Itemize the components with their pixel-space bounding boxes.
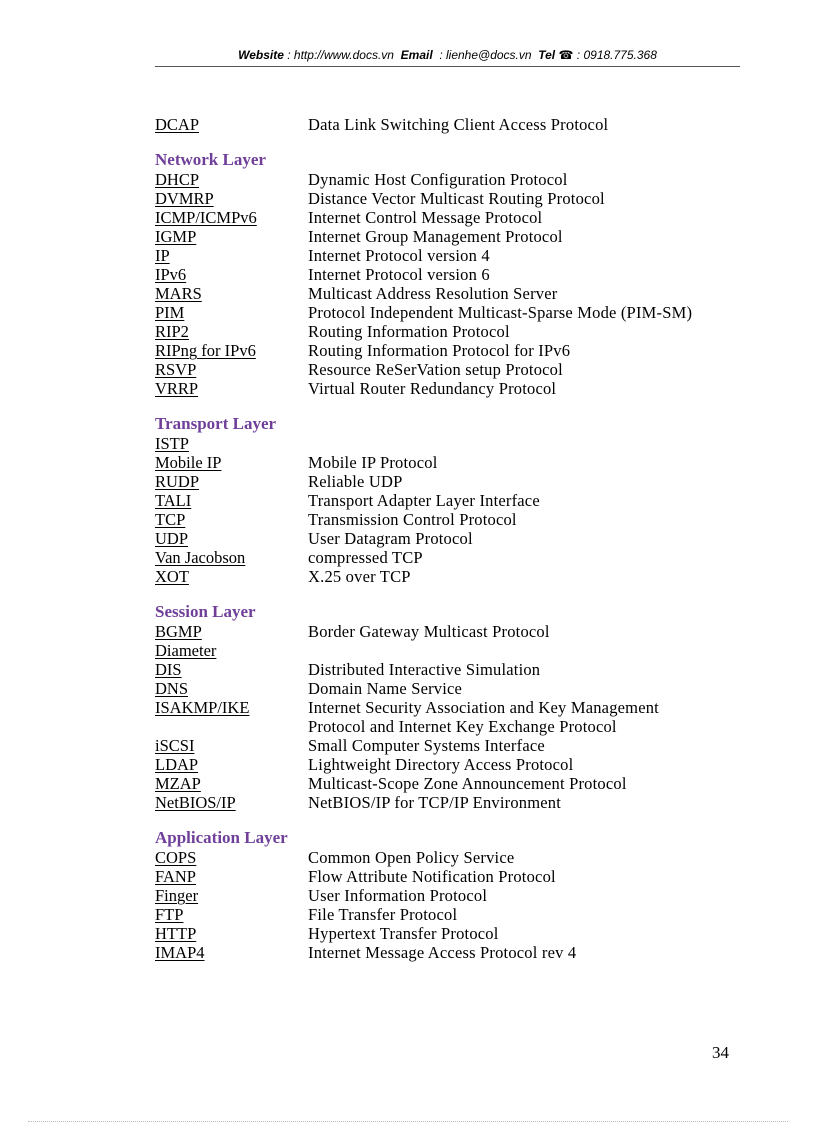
protocol-row bbox=[155, 434, 715, 453]
protocol-row bbox=[155, 453, 715, 472]
protocol-abbr[interactable]: MZAP bbox=[155, 774, 201, 793]
protocol-name: Domain Name Service bbox=[308, 679, 463, 698]
protocol-abbr[interactable]: XOT bbox=[155, 567, 189, 586]
tel-label: Tel bbox=[538, 48, 556, 62]
protocol-row bbox=[155, 227, 715, 246]
protocol-name: Routing Information Protocol for IPv6 bbox=[308, 341, 571, 360]
protocol-name: Data Link Switching Client Access Protocol bbox=[308, 115, 609, 134]
protocol-abbr[interactable]: DCAP bbox=[155, 115, 200, 134]
protocol-name: Mobile IP Protocol bbox=[308, 453, 438, 472]
protocol-abbr[interactable]: NetBIOS/IP bbox=[155, 793, 236, 812]
protocol-row bbox=[155, 755, 715, 774]
protocol-row bbox=[155, 679, 715, 698]
protocol-row bbox=[155, 886, 715, 905]
protocol-row bbox=[155, 189, 715, 208]
protocol-name: Virtual Router Redundancy Protocol bbox=[308, 379, 557, 398]
protocol-abbr[interactable]: IMAP4 bbox=[155, 943, 205, 962]
protocol-row bbox=[155, 303, 715, 322]
protocol-name: Routing Information Protocol bbox=[308, 322, 510, 341]
protocol-name: Distance Vector Multicast Routing Protocol bbox=[308, 189, 605, 208]
protocol-row bbox=[155, 491, 715, 510]
protocol-abbr[interactable]: PIM bbox=[155, 303, 185, 322]
layer-section bbox=[155, 602, 715, 812]
protocol-row bbox=[155, 284, 715, 303]
protocol-abbr[interactable]: TCP bbox=[155, 510, 186, 529]
protocol-abbr[interactable]: IPv6 bbox=[155, 265, 187, 284]
protocol-abbr[interactable]: LDAP bbox=[155, 755, 199, 774]
protocol-abbr[interactable]: Van Jacobson bbox=[155, 548, 246, 567]
tel-value: 0918.775.368 bbox=[583, 48, 657, 62]
website-label: Website bbox=[238, 48, 284, 62]
protocol-abbr[interactable]: RSVP bbox=[155, 360, 197, 379]
section-title: Session Layer bbox=[155, 602, 256, 621]
protocol-abbr[interactable]: RUDP bbox=[155, 472, 200, 491]
protocol-abbr[interactable]: VRRP bbox=[155, 379, 199, 398]
protocol-name: Multicast-Scope Zone Announcement Protocol bbox=[308, 774, 627, 793]
protocol-abbr[interactable]: Mobile IP bbox=[155, 453, 222, 472]
layer-section bbox=[155, 150, 715, 398]
protocol-abbr[interactable]: UDP bbox=[155, 529, 189, 548]
header-divider bbox=[155, 66, 740, 67]
protocol-row bbox=[155, 529, 715, 548]
protocol-name: Reliable UDP bbox=[308, 472, 403, 491]
footer-divider bbox=[28, 1121, 788, 1122]
protocol-name: Internet Protocol version 6 bbox=[308, 265, 490, 284]
protocol-name: Internet Security Association and Key Management Protocol and Internet Key Exchange Protocol bbox=[308, 698, 659, 736]
protocol-row bbox=[155, 943, 715, 962]
protocol-name: Multicast Address Resolution Server bbox=[308, 284, 558, 303]
protocol-abbr[interactable]: BGMP bbox=[155, 622, 202, 641]
protocol-row bbox=[155, 848, 715, 867]
protocol-name: Border Gateway Multicast Protocol bbox=[308, 622, 550, 641]
protocol-row bbox=[155, 170, 715, 189]
protocol-abbr[interactable]: COPS bbox=[155, 848, 197, 867]
protocol-abbr[interactable]: ICMP/ICMPv6 bbox=[155, 208, 257, 227]
page-number: 34 bbox=[712, 1043, 729, 1062]
protocol-row bbox=[155, 567, 715, 586]
page-header: Website : http://www.docs.vn Email : lienhe@docs.vn Tel ☎ : 0918.775.368 bbox=[238, 48, 657, 62]
protocol-abbr[interactable]: IP bbox=[155, 246, 170, 265]
protocol-abbr[interactable]: ISAKMP/IKE bbox=[155, 698, 250, 717]
protocol-name: User Information Protocol bbox=[308, 886, 488, 905]
protocol-name: Flow Attribute Notification Protocol bbox=[308, 867, 556, 886]
protocol-row bbox=[155, 548, 715, 567]
email-value[interactable]: lienhe@docs.vn bbox=[446, 48, 532, 62]
protocol-name: Dynamic Host Configuration Protocol bbox=[308, 170, 568, 189]
protocol-abbr[interactable]: ISTP bbox=[155, 434, 189, 453]
protocol-abbr[interactable]: DVMRP bbox=[155, 189, 214, 208]
protocol-abbr[interactable]: MARS bbox=[155, 284, 202, 303]
layer-section bbox=[155, 414, 715, 586]
protocol-row bbox=[155, 246, 715, 265]
protocol-abbr[interactable]: Diameter bbox=[155, 641, 217, 660]
protocol-abbr[interactable]: TALI bbox=[155, 491, 192, 510]
protocol-name: User Datagram Protocol bbox=[308, 529, 473, 548]
protocol-row bbox=[155, 924, 715, 943]
protocol-name: Hypertext Transfer Protocol bbox=[308, 924, 499, 943]
protocol-row bbox=[155, 472, 715, 491]
protocol-abbr[interactable]: IGMP bbox=[155, 227, 197, 246]
website-url[interactable]: http://www.docs.vn bbox=[293, 48, 394, 62]
protocol-row bbox=[155, 265, 715, 284]
protocol-abbr[interactable]: DIS bbox=[155, 660, 182, 679]
protocol-row bbox=[155, 736, 715, 755]
protocol-abbr[interactable]: RIP2 bbox=[155, 322, 189, 341]
protocol-abbr[interactable]: DNS bbox=[155, 679, 189, 698]
protocol-name: File Transfer Protocol bbox=[308, 905, 458, 924]
layer-section bbox=[155, 828, 715, 962]
protocol-abbr[interactable]: FANP bbox=[155, 867, 196, 886]
protocol-abbr[interactable]: Finger bbox=[155, 886, 199, 905]
protocol-name: Common Open Policy Service bbox=[308, 848, 515, 867]
phone-icon: ☎ bbox=[558, 48, 574, 62]
protocol-row bbox=[155, 510, 715, 529]
protocol-name: Distributed Interactive Simulation bbox=[308, 660, 541, 679]
protocol-name: Internet Message Access Protocol rev 4 bbox=[308, 943, 577, 962]
protocol-name: Lightweight Directory Access Protocol bbox=[308, 755, 574, 774]
protocol-name: Protocol Independent Multicast-Sparse Mode (PIM-SM) bbox=[308, 303, 693, 322]
protocol-row bbox=[155, 341, 715, 360]
section-title: Network Layer bbox=[155, 150, 266, 169]
section-title: Application Layer bbox=[155, 828, 288, 847]
protocol-row bbox=[155, 867, 715, 886]
protocol-name: Internet Control Message Protocol bbox=[308, 208, 543, 227]
protocol-name: Small Computer Systems Interface bbox=[308, 736, 545, 755]
protocol-name: X.25 over TCP bbox=[308, 567, 411, 586]
protocol-abbr[interactable]: iSCSI bbox=[155, 736, 195, 755]
protocol-name: Transport Adapter Layer Interface bbox=[308, 491, 540, 510]
protocol-abbr[interactable]: FTP bbox=[155, 905, 184, 924]
protocol-row bbox=[155, 322, 715, 341]
protocol-name: Internet Group Management Protocol bbox=[308, 227, 563, 246]
protocol-row bbox=[155, 774, 715, 793]
section-title: Transport Layer bbox=[155, 414, 277, 433]
protocol-row bbox=[155, 793, 715, 812]
intro-row bbox=[155, 115, 715, 134]
protocol-row bbox=[155, 379, 715, 398]
protocol-name: Internet Protocol version 4 bbox=[308, 246, 490, 265]
email-label: Email bbox=[400, 48, 433, 62]
protocol-row bbox=[155, 660, 715, 679]
protocol-abbr[interactable]: RIPng for IPv6 bbox=[155, 341, 256, 360]
protocol-row bbox=[155, 622, 715, 641]
protocol-name: Resource ReSerVation setup Protocol bbox=[308, 360, 563, 379]
protocol-name: NetBIOS/IP for TCP/IP Environment bbox=[308, 793, 562, 812]
protocol-row bbox=[155, 641, 715, 660]
protocol-name: compressed TCP bbox=[308, 548, 423, 567]
protocol-row bbox=[155, 208, 715, 227]
protocol-row bbox=[155, 698, 715, 736]
protocol-row bbox=[155, 360, 715, 379]
protocol-name: Transmission Control Protocol bbox=[308, 510, 517, 529]
protocol-abbr[interactable]: DHCP bbox=[155, 170, 200, 189]
protocol-list bbox=[155, 115, 715, 962]
protocol-row bbox=[155, 905, 715, 924]
protocol-abbr[interactable]: HTTP bbox=[155, 924, 197, 943]
